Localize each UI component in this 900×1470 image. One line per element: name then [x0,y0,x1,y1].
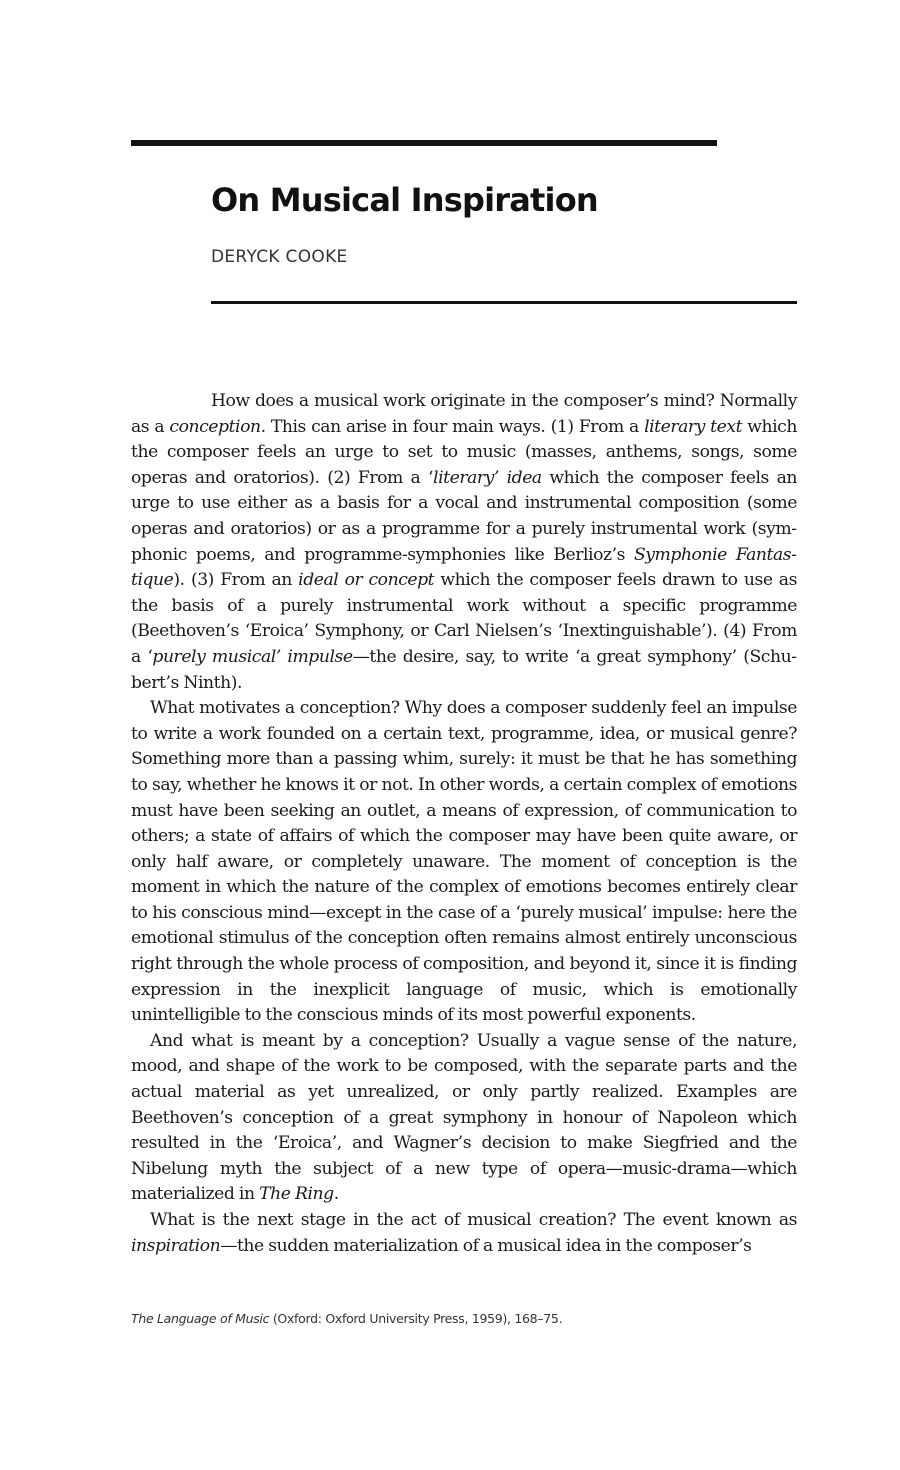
text-run: How does a musical work originate in the composer’s mind? Normally as a [131,391,797,437]
header-top-rule [131,140,717,146]
article-body [131,389,797,1259]
text-run: which the composer feels an urge to set to music (masses, anthems, songs, some operas and oratorios). (2) From a ‘ [131,416,797,488]
italic-text: conception [169,416,261,437]
italic-text: The Ring [259,1184,334,1205]
text-run: What is the next stage in the act of musical creation? The event known as [150,1210,797,1230]
footnote-source-title: The Language of Music [131,1311,270,1326]
text-run: —the sudden materialization of a musical idea in the composer’s [220,1235,752,1256]
text-run: What motivates a conception? Why does a composer suddenly feel an impulse to write a work founded on a certain text, programme, idea, or musical genre? Something more than a passing whim, surely: it must be that he has something to say, whether he knows it or not. In other words, a certain complex of emotions must have been seeking an outlet, a means of expression, of communication to others; a state of affairs of which the composer may have been quite aware, or only half aware, or completely unaware. The moment of conception is the moment in which the nature of the complex of emotions becomes entirely clear to his conscious mind—except in the case of a ‘purely musical’ impulse: here the emotional stimulus of the conception often remains almost entirely unconscious right through the whole process of composition, and beyond it, since it is finding expression in the inexplicit language of music, which is emotionally unintelligible to the conscious minds of its most powerful exponents. [131,698,797,1026]
text-run: And what is meant by a conception? Usually a vague sense of the nature, mood, and shape of the work to be composed, with the separate parts and the actual material as yet unrealized, or only partly realized. Examples are Beethoven’s conception of a great symphony in honour of Napoleon which resulted in the ‘Eroica’, and Wagner’s decision to make Siegfried and the Nibelung myth the subject of a new type of opera—music-drama—which materialized in [131,1030,797,1205]
italic-text: inspiration [131,1235,221,1256]
text-run: . [333,1184,339,1205]
paragraph [131,696,797,1029]
text-run: . This can arise in four main ways. (1) From a [260,416,645,437]
article-title: On Musical Inspiration [211,181,598,219]
italic-text: literary text [644,416,743,437]
italic-text: Symphonie Fantastique [131,544,797,591]
italic-text: literary’ idea [433,467,542,488]
text-run: which the composer feels drawn to use as the basis of a purely instrumental work without a specific programme (Beethoven’s ‘Eroica’ Symphony, or Carl Nielsen’s ‘Inextinguishable’). (4) From a ‘ [131,570,797,667]
text-run: ). (3) From an [173,570,299,591]
footnote-source-details: (Oxford: Oxford University Press, 1959), 168–75. [269,1311,563,1326]
header-bottom-rule [211,301,797,304]
source-footnote [131,1311,562,1326]
italic-text: ideal or concept [298,570,435,591]
paragraph [131,1208,797,1259]
text-run: —the desire, say, to write ‘a great symphony’ (Schubert’s Ninth). [131,646,798,693]
paragraph [131,389,797,696]
text-run: which the composer feels an urge to use either as a basis for a vocal and instrumental composition (some operas and oratorios) or as a programme for a purely instrumental work (symphonic poems, and programme-symphonies like Berlioz’s [131,467,797,565]
article-author: DERYCK COOKE [211,247,348,267]
paragraph [131,1029,797,1208]
italic-text: purely musical’ impulse [152,646,353,667]
